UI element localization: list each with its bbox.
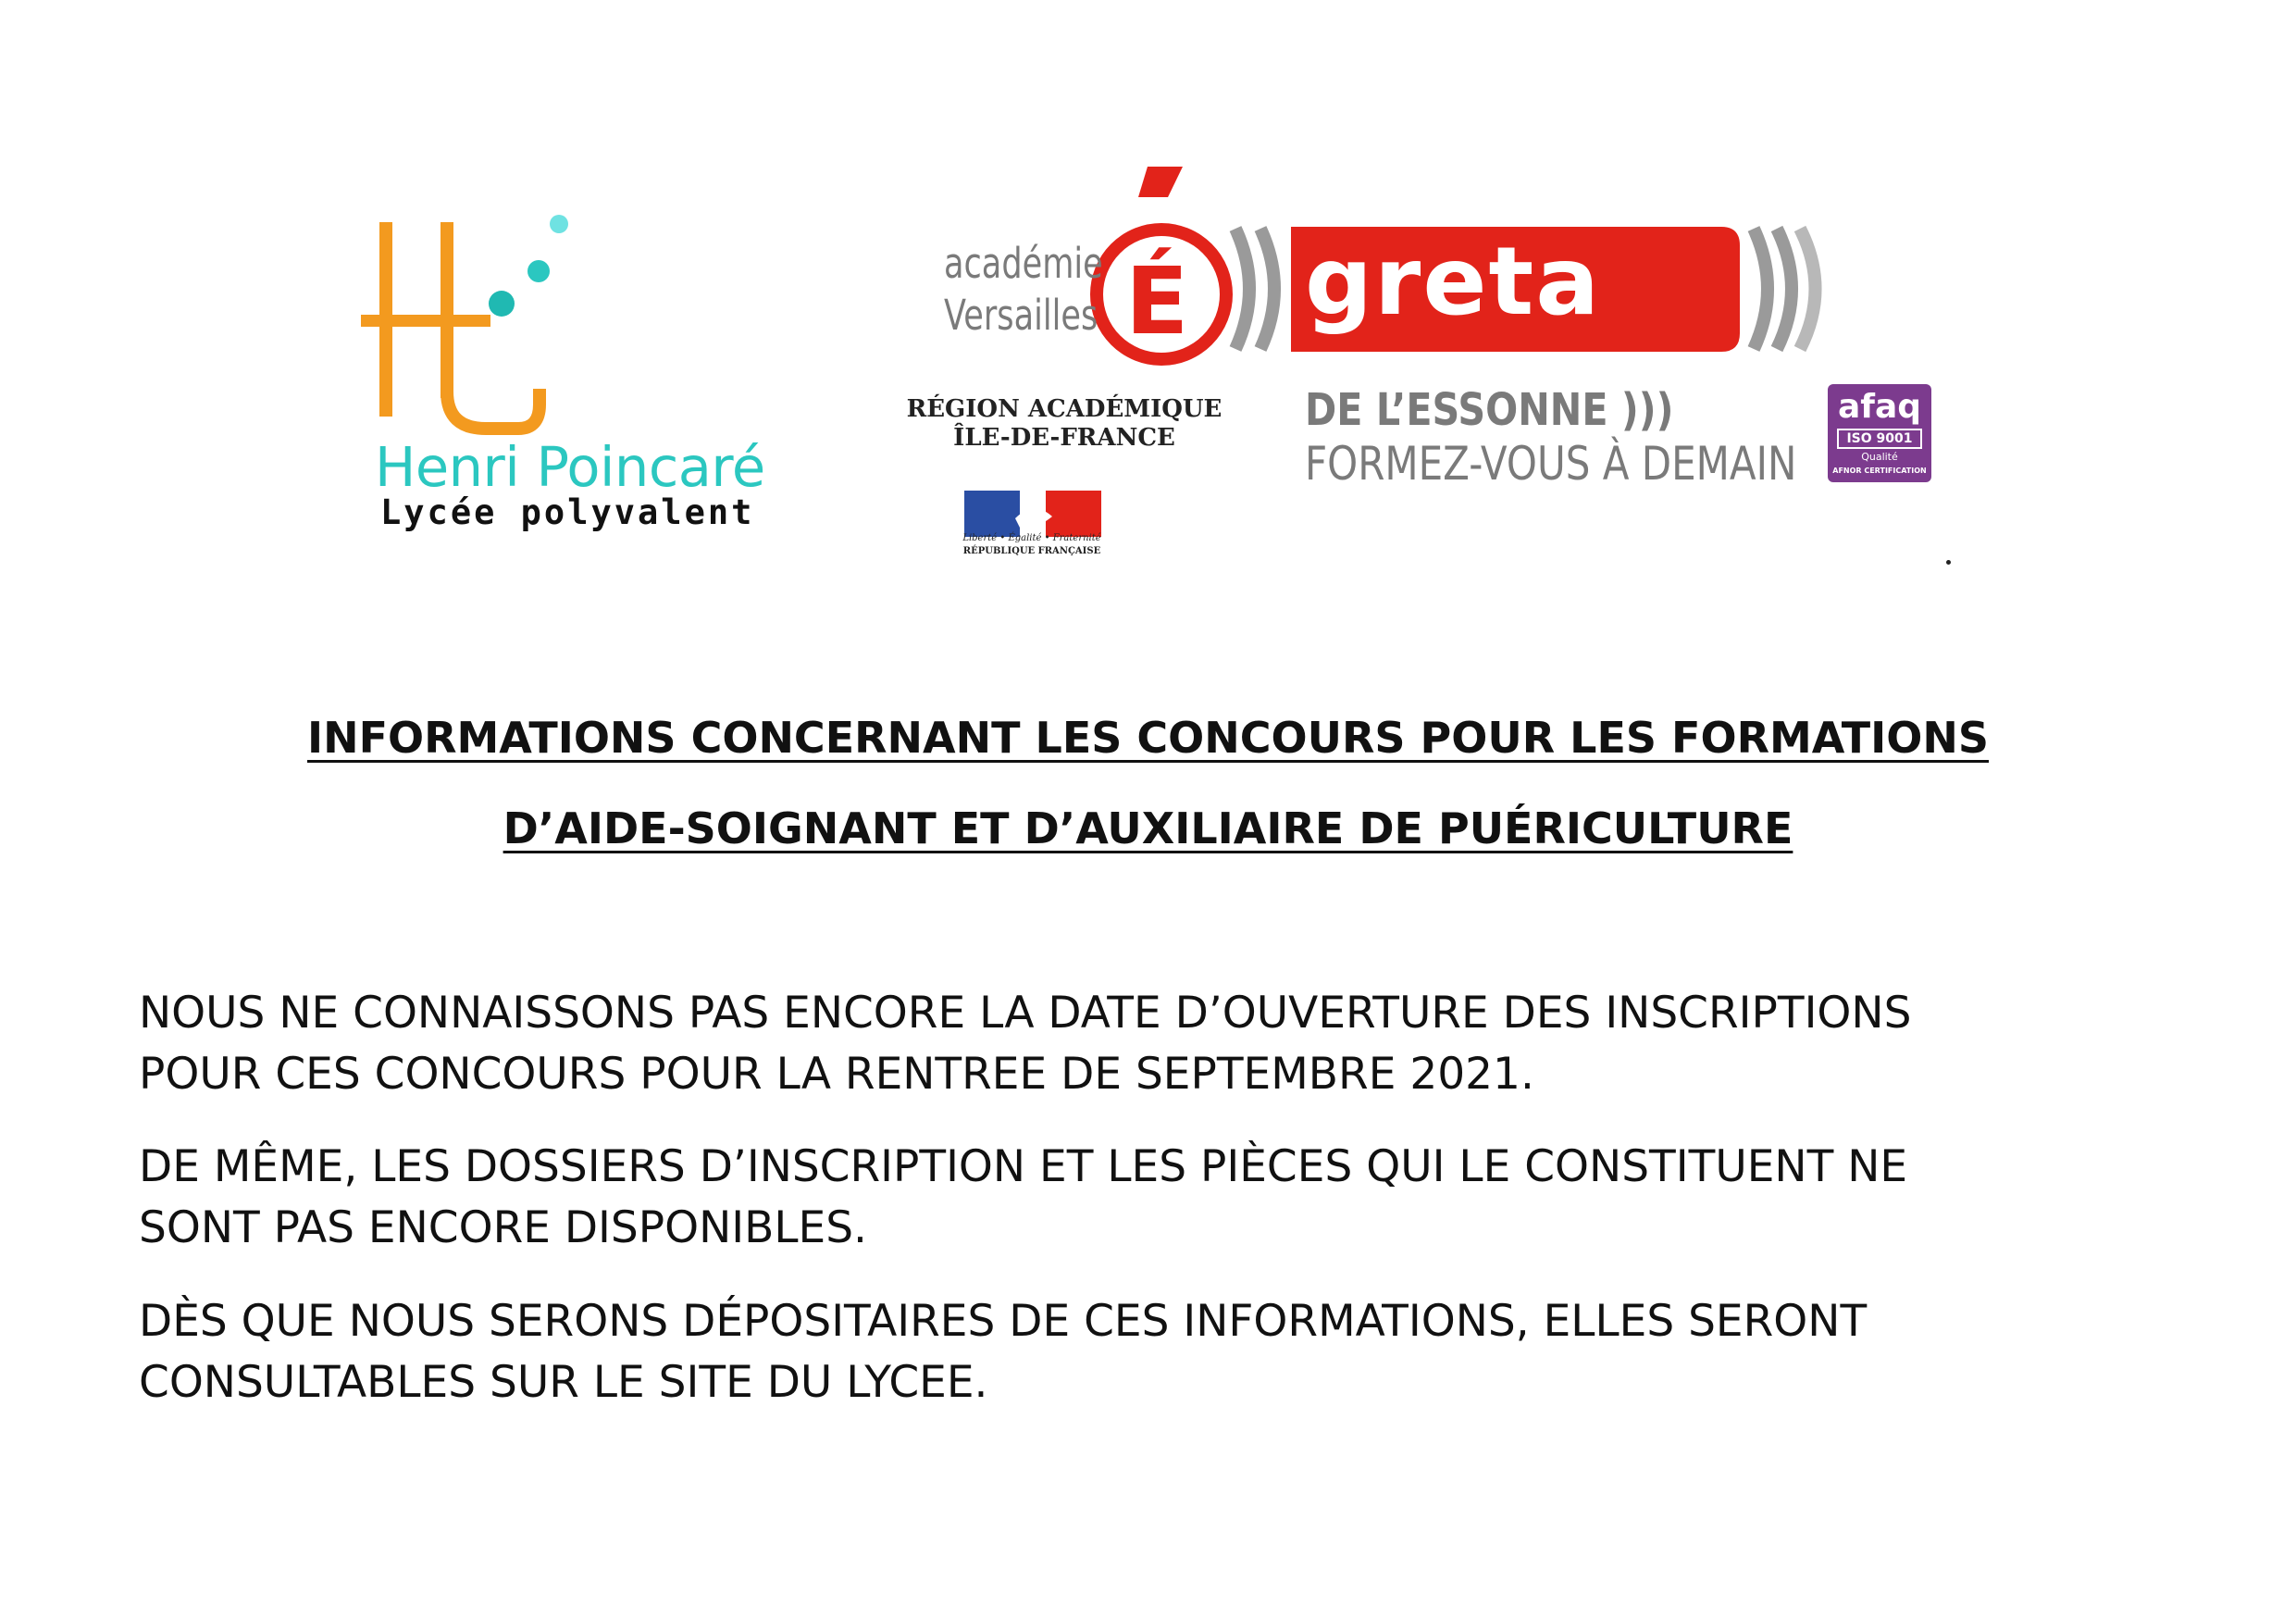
hp-monogram-icon [356, 208, 800, 449]
paragraph-3-line1: DÈS QUE NOUS SERONS DÉPOSITAIRES DE CES INFORMATIONS, ELLES SERONT [139, 1296, 1868, 1347]
greta-logo [906, 162, 1953, 579]
cert-label: AFNOR CERTIFICATION [1832, 467, 1927, 475]
document-title-line1: INFORMATIONS CONCERNANT LES CONCOURS POUR LES FORMATIONS [306, 713, 1990, 763]
tagline-text: FORMEZ-VOUS À DEMAIN [1305, 437, 1797, 491]
henri-poincare-logo [356, 208, 800, 541]
dot-mark [1946, 560, 1951, 565]
paragraph-1 [139, 983, 2175, 1105]
school-subtitle: Lycée polyvalent [380, 492, 755, 532]
e-letter: É [1125, 247, 1189, 355]
paragraph-1-line2: POUR CES CONCOURS POUR LA RENTREE DE SEPTEMBRE 2021. [139, 1049, 1534, 1100]
document-title-line2: D’AIDE-SOIGNANT ET D’AUXILIAIRE DE PUÉRICULTURE [503, 803, 1793, 853]
paragraph-3 [139, 1291, 2175, 1413]
paragraph-2-line2: SONT PAS ENCORE DISPONIBLES. [139, 1202, 867, 1253]
quality-label: Qualité [1861, 451, 1898, 463]
region-academique: RÉGION ACADÉMIQUE ÎLE-DE-FRANCE [906, 395, 1222, 452]
afaq-iso-badge [1828, 384, 1931, 482]
essonne-text: DE L’ESSONNE ))) [1305, 384, 1674, 436]
paragraph-3-line2: CONSULTABLES SUR LE SITE DU LYCEE. [139, 1357, 988, 1408]
flag-caption: Liberté • Égalité • Fraternité RÉPUBLIQUE FRANÇAISE [962, 533, 1101, 556]
school-name: Henri Poincaré [375, 435, 765, 499]
afaq-label: afaq [1837, 388, 1922, 426]
paragraph-1-line1: NOUS NE CONNAISSONS PAS ENCORE LA DATE D’OUVERTURE DES INSCRIPTIONS [139, 988, 1912, 1039]
academie-versailles-text: académie Versailles [944, 239, 1103, 340]
iso-label: ISO 9001 [1837, 429, 1922, 449]
paragraph-2 [139, 1137, 2175, 1259]
paragraph-2-line1: DE MÊME, LES DOSSIERS D’INSCRIPTION ET LES PIÈCES QUI LE CONSTITUENT NE [139, 1141, 1908, 1192]
greta-brand: greta [1305, 227, 1602, 337]
